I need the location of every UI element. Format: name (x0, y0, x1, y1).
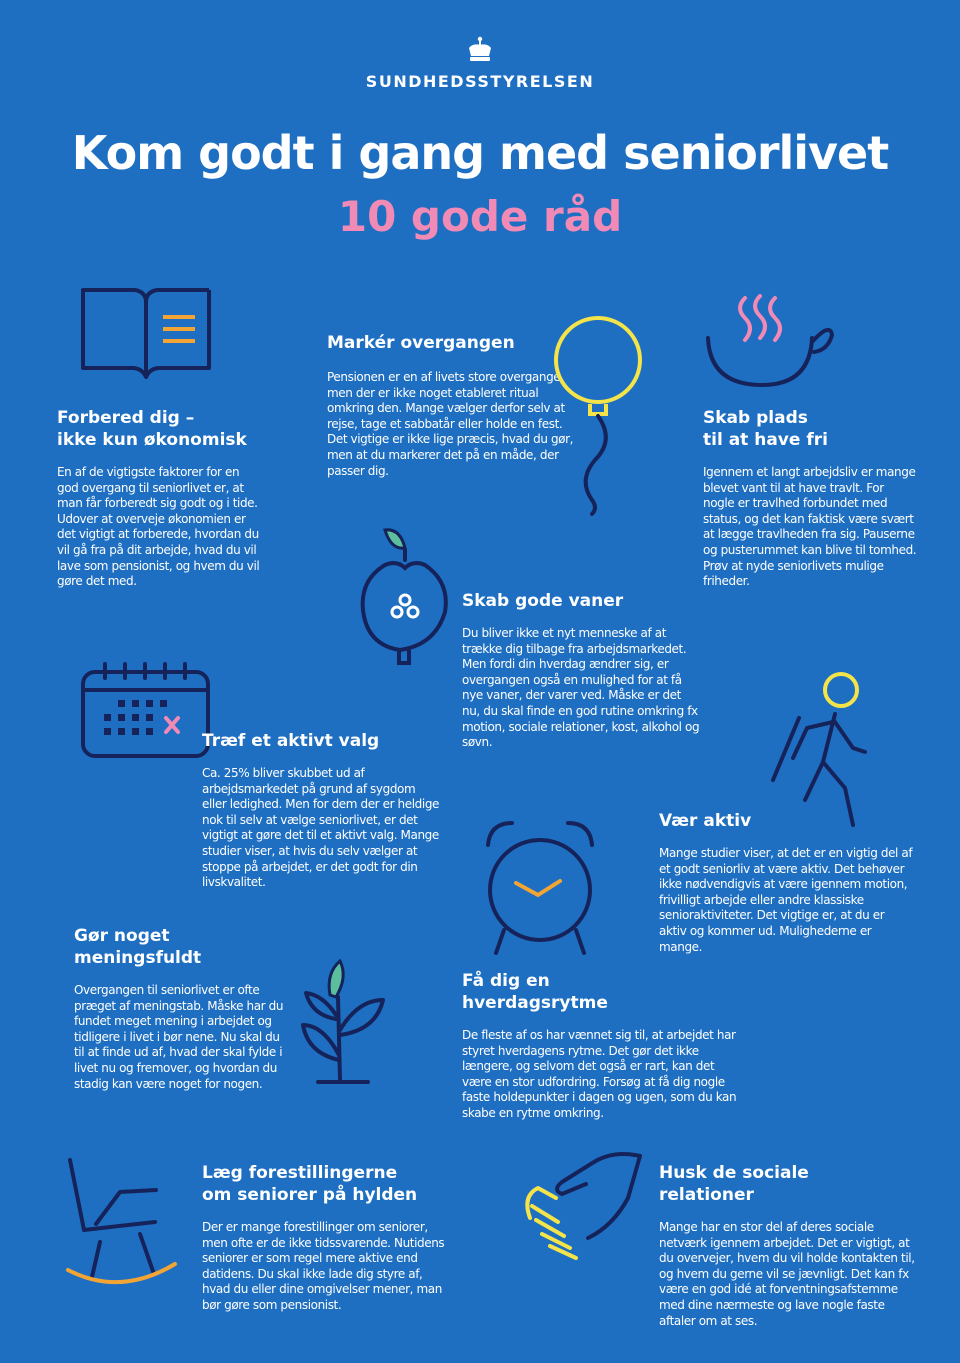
tip-text: En af de vigtigste faktorer for en god overgang til seniorlivet er, at man får forberedt sig godt og i tide. Udover at overveje økonomien er det vigtigt at forberede, hvordan du vil gå fra på dit arbejde, hvad du vil lave som pensionist, og hvem du vil gøre det med. (57, 465, 260, 589)
calendar-icon (80, 660, 215, 760)
tip-heading: Husk de sociale relationer (659, 1163, 809, 1205)
rocking-chair-icon (60, 1152, 185, 1292)
book-icon (80, 282, 215, 382)
tip-marker (327, 332, 577, 479)
tip-forestillinger (202, 1162, 452, 1314)
tip-heading: Gør noget meningsfuldt (74, 926, 202, 968)
handshake-icon (518, 1148, 648, 1268)
crown-icon (465, 36, 495, 66)
tip-heading: Læg forestillingerne om seniorer på hylden (202, 1163, 418, 1205)
tip-text: Pensionen er en af livets store overgange, men der er ikke noget etableret ritual omkring den. Mange vælger derfor selv at rejse, tage et sabbatår eller holde en fest. Det vigtige er ikke lige præcis, hvad du gør, men at du markerer det på en måde, der passer dig. (327, 370, 574, 478)
tip-vaner (462, 590, 702, 751)
tip-meningsfuldt (74, 925, 284, 1092)
tip-text: Mange har en stor del af deres sociale netværk igennem arbejdet. Det er vigtigt, at du overvejer, hvem du vil holde kontakten til, og hvem du gerne vil se jævnligt. Det kan fx være en god idé at forventningsafstemme med dine nærmeste og lave nogle faste aftaler om at ses. (659, 1220, 915, 1328)
tip-heading: Vær aktiv (659, 811, 752, 831)
tip-text: Igennem et langt arbejdsliv er mange blevet vant til at have travlt. For nogle er travlhed forbundet med status, og det kan faktisk være svært at lægge travlheden fra sig. Pauserne og pusterummet kan blive til tomhed. Prøv at nyde seniorlivets mulige friheder. (703, 465, 917, 589)
plant-icon (298, 955, 398, 1105)
tip-heading: Skab gode vaner (462, 591, 624, 611)
tip-text: Overgangen til seniorlivet er ofte præget af meningstab. Måske har du fundet meget mening i arbejdet og tidligere i livet i bør nene. Nu skal du til at finde ud af, hvad der skal fylde i livet nu og fremover, og hvordan du stadig kan være noget for nogen. (74, 983, 284, 1091)
tip-heading: Forbered dig – ikke kun økonomisk (57, 408, 247, 450)
tip-heading: Få dig en hverdagsrytme (462, 971, 608, 1013)
tip-aktiv (659, 810, 914, 955)
tip-valg (202, 730, 442, 891)
tip-skab-plads (703, 407, 918, 590)
tip-text: Mange studier viser, at det er en vigtig del af et godt seniorliv at være aktiv. Det behøver ikke nødvendigvis at være igennem motion, frivilligt arbejde eller andre klassiske senioraktiviteter. Det vigtige er, at du er aktiv og kommer ud. Mulighederne er mange. (659, 846, 913, 954)
apple-icon (355, 520, 455, 670)
tip-rytme (462, 970, 742, 1122)
tip-heading: Træf et aktivt valg (202, 731, 380, 751)
page-subtitle: 10 gode råd (337, 192, 623, 241)
brand-name: SUNDHEDSSTYRELSEN (365, 72, 595, 91)
tip-text: De fleste af os har vænnet sig til, at arbejdet har styret hverdagens rytme. Det gør det ikke længere, og selvom det også er rart, kan det være en stor udfordring. Forsøg at få dig nogle faste holdepunkter i dagen og ugen, som du kan skabe en rytme omkring. (462, 1028, 737, 1120)
tip-text: Du bliver ikke et nyt menneske af at trække dig tilbage fra arbejdsmarkedet. Men fordi din hverdag ændrer sig, er overgangen også en mulighed for at få nye vaner, der varer ved. Måske er det nu, du skal finde en god rutine omkring fx motion, sociale relationer, kost, alkohol og søvn. (462, 626, 700, 750)
page-title: Kom godt i gang med seniorlivet (71, 126, 889, 180)
tip-text: Ca. 25% bliver skubbet ud af arbejdsmarkedet på grund af sygdom eller ledighed. Men for dem der er heldige nok til selv at vælge seniorlivet, er det vigtigt at gøre det til et aktivt valg. Mange studier viser, at hvis du selv vælger at stoppe på arbejdet, er det godt for din livskvalitet. (202, 766, 440, 890)
alarm-clock-icon (480, 815, 600, 960)
tip-relationer (659, 1162, 919, 1329)
cup-icon (700, 290, 840, 390)
tip-heading: Markér overgangen (327, 333, 515, 353)
tip-text: Der er mange forestillinger om seniorer, men ofte er de ikke tidssvarende. Nutidens seniorer er som regel mere aktive end datidens. Du skal ikke lade dig styre af, hvad du eller dine omgivelser mener, man bør gøre som pensionist. (202, 1220, 445, 1312)
walker-icon (765, 670, 875, 830)
balloon-icon (550, 310, 650, 520)
tip-heading: Skab plads til at have fri (703, 408, 828, 450)
brand-logo (0, 36, 960, 91)
tip-forbered (57, 407, 262, 590)
